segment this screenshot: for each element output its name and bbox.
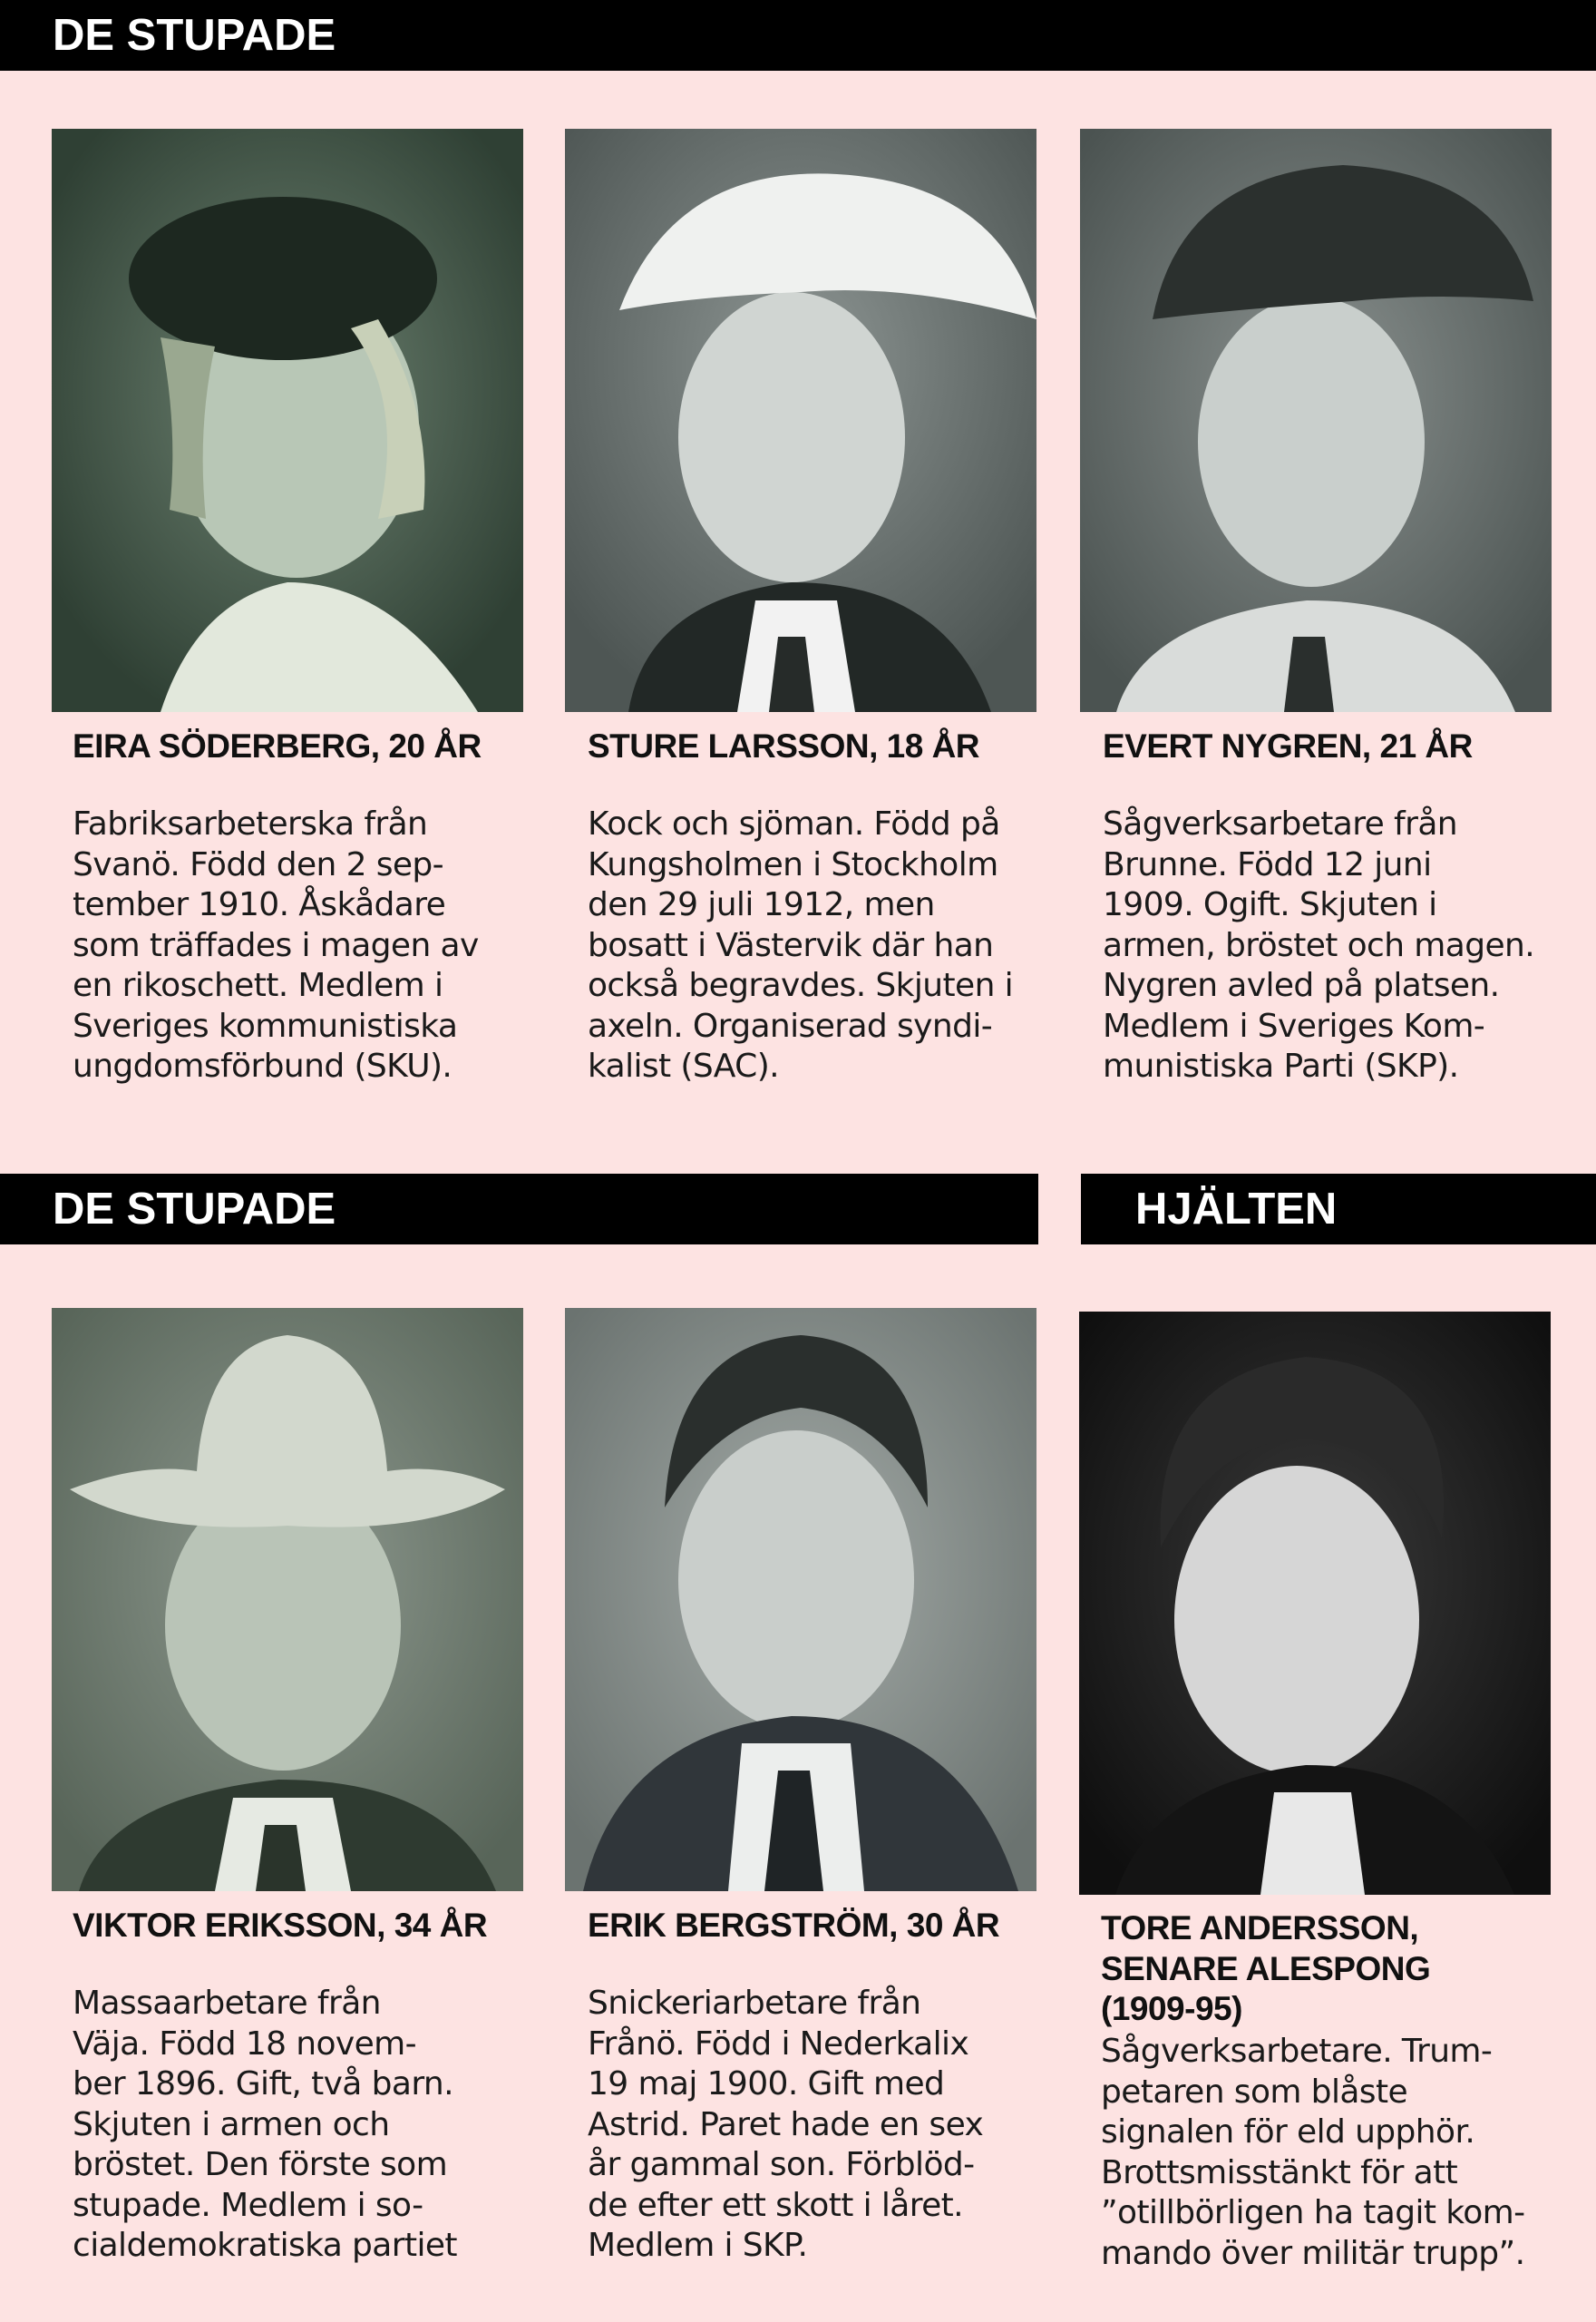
- portrait-photo-tore: [1079, 1312, 1551, 1895]
- person-name: VIKTOR ERIKSSON, 34 ÅR: [73, 1907, 488, 1944]
- person-name: STURE LARSSON, 18 ÅR: [588, 727, 980, 765]
- portrait-photo-evert: [1080, 129, 1552, 712]
- section-header-de-stupade: DE STUPADE: [0, 0, 1596, 71]
- person-name: EVERT NYGREN, 21 ÅR: [1103, 727, 1473, 765]
- person-bio: Massaarbetare från Väja. Född 18 novem- ber 1896. Gift, två barn. Skjuten i armen och bröstet. Den förste som stupade. Medlem i so- cialdemokratiska partiet: [73, 1985, 457, 2264]
- person-name-multiline: [1101, 1908, 1430, 2030]
- person-name: ERIK BERGSTRÖM, 30 ÅR: [588, 1907, 1000, 1944]
- section-header-hjalten: HJÄLTEN: [1081, 1174, 1596, 1244]
- person-bio: Fabriksarbeterska från Svanö. Född den 2 sep- tember 1910. Åskådare som träffades i magen av en rikoschett. Medlem i Sveriges kommunistiska ungdomsförbund (SKU).: [73, 805, 479, 1085]
- portrait-photo-eira: [52, 129, 523, 712]
- person-name-line: TORE ANDERSSON,: [1101, 1909, 1419, 1946]
- section-header-de-stupade-2: DE STUPADE: [0, 1174, 1038, 1244]
- person-bio: Kock och sjöman. Född på Kungsholmen i Stockholm den 29 juli 1912, men bosatt i Västervik där han också begravdes. Skjuten i axeln. Organiserad syndi- kalist (SAC).: [588, 805, 1014, 1085]
- person-bio: Snickeriarbetare från Frånö. Född i Nederkalix 19 maj 1900. Gift med Astrid. Paret hade en sex år gammal son. Förblöd- de efter ett skott i låret. Medlem i SKP.: [588, 1985, 984, 2264]
- person-name-line: SENARE ALESPONG: [1101, 1949, 1431, 1987]
- person-name: EIRA SÖDERBERG, 20 ÅR: [73, 727, 482, 765]
- person-bio: Sågverksarbetare. Trum- petaren som blåste signalen för eld upphör. Brottsmisstänkt för att ”otillbörligen ha tagit kom- mando över militär trupp”.: [1101, 2033, 1525, 2272]
- portrait-photo-erik: [565, 1308, 1036, 1891]
- person-name-line: (1909-95): [1101, 1990, 1242, 2027]
- portrait-photo-viktor: [52, 1308, 523, 1891]
- person-bio: Sågverksarbetare från Brunne. Född 12 juni 1909. Ogift. Skjuten i armen, bröstet och magen. Nygren avled på platsen. Medlem i Sveriges Kom- munistiska Parti (SKP).: [1103, 805, 1535, 1085]
- portrait-photo-sture: [565, 129, 1036, 712]
